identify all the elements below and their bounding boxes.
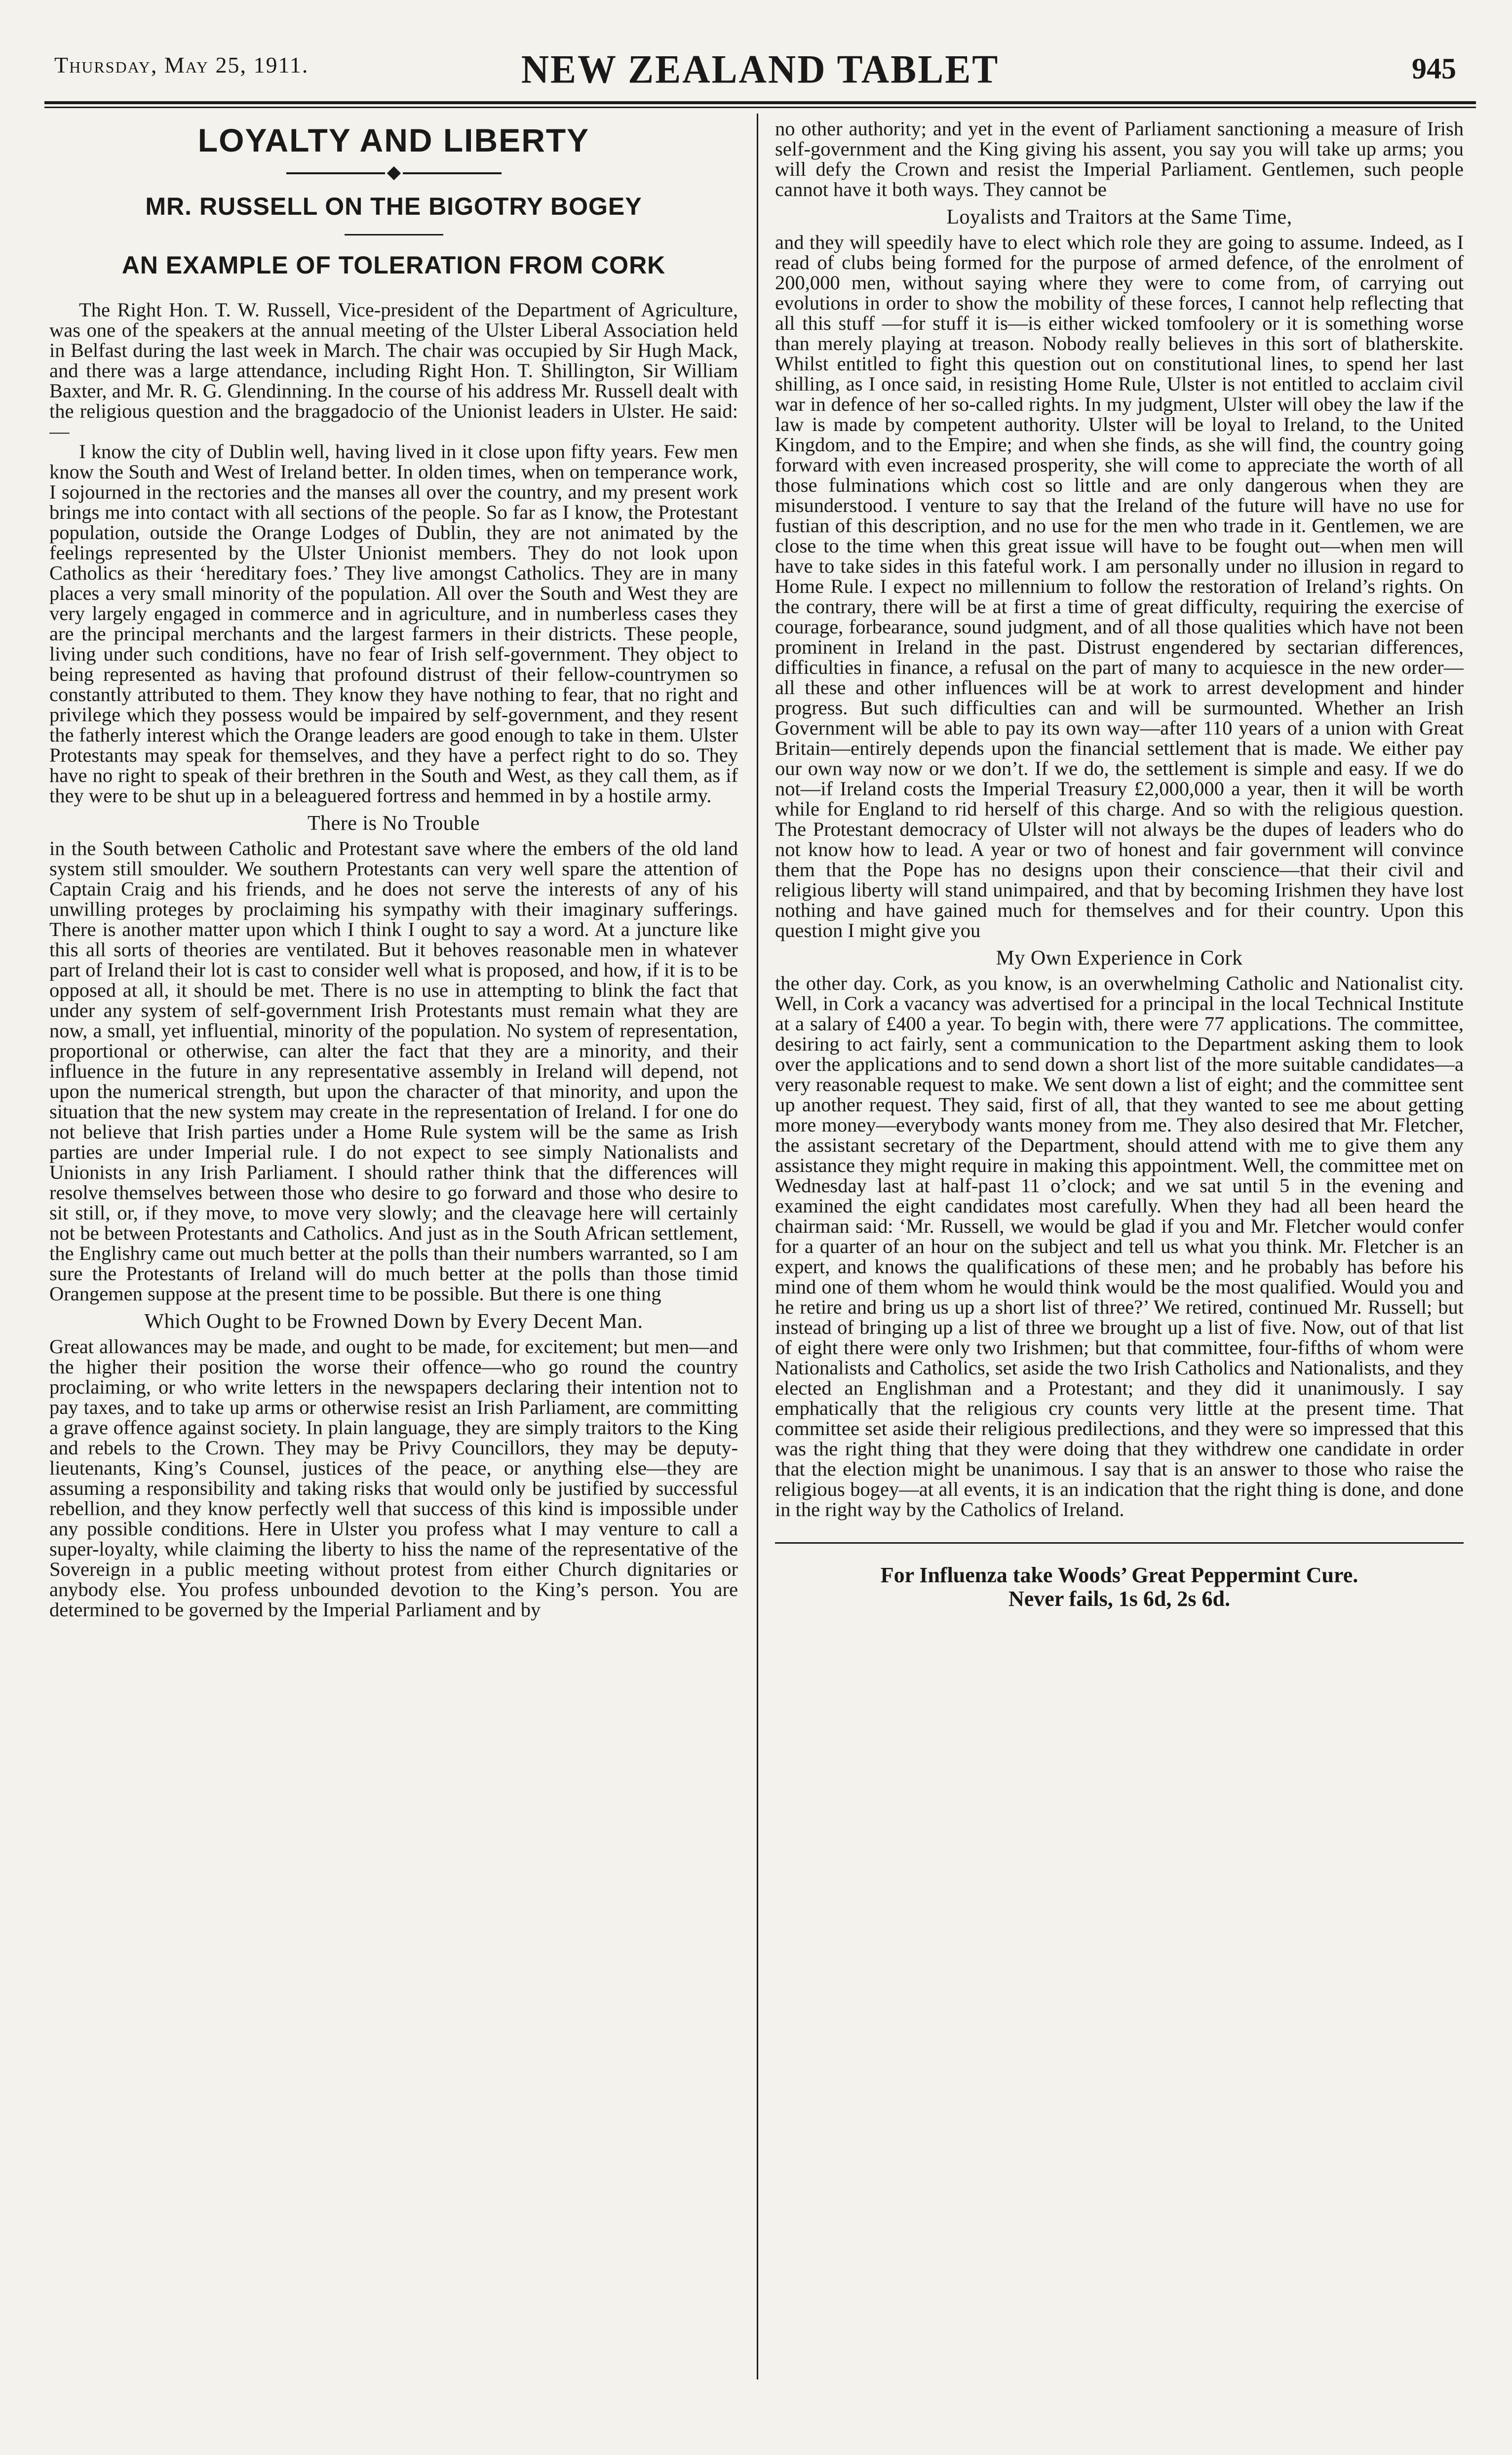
column-divider — [757, 114, 758, 2379]
subhead-loyalists-traitors: Loyalists and Traitors at the Same Time, — [946, 206, 1292, 229]
paragraph-no-other-authority: no other authority; and yet in the event of Parliament sanctioning a measure of Irish self-government and the King giving his assent, you say you will take up arms; you will defy the Crown and resist the Imperial Parliament. Gentlemen, such people cannot have it both ways. They cannot be — [775, 118, 1464, 200]
paragraph-cork-experience: the other day. Cork, as you know, is an overwhelming Catholic and Nationalist city. Well, in Cork a vacancy was advertised for a principal in the local Technical Institute at a salary of £400 a year. To begin with, there were 77 applications. The committee, desiring to act fairly, sent a communication to the Department asking them to look over the applications and to send down a short list of the more suitable candidates—a very reasonable request to make. We sent down a list of eight; and the committee sent up another request. They said, first of all, that they wanted to see me about getting more money—everybody wants money from me. They also desired that Mr. Fletcher, the assistant secretary of the Department, should attend with me to give them any assistance they might require in making this appointment. Well, the committee met on Wednesday last at half-past 11 o’clock; and we sat until 5 in the evening and examined the eight candidates most carefully. When they had all been heard the chairman said: ‘Mr. Russell, we would be glad if you and Mr. Fletcher would confer for a quarter of an hour on the subject and tell us what you think. Mr. Fletcher is an expert, and knows the qualifications of these men; and he probably has before his mind one of them whom he would think would be the most qualified. Would you and he retire and bring us up a short list of three?’ We retired, continued Mr. Russell; but instead of bringing up a list of three we brought up a list of five. Now, out of that list of eight there were only two Irishmen; but that committee, four-fifths of whom were Nationalists and Catholics, set aside the two Irish Catholics and Nationalists, and they elected an Englishman and a Protestant; and they did it unanimously. I say emphatically that the religious cry counts very little at the present time. That committee set aside their religious predilections, and they were so impressed that this was the right thing that they were doing that they withdrew one candidate in order that the election might be unanimous. I say that is an answer to those who raise the religious bogey—at all events, it is an indication that the right thing is done, and done in the right way by the Catholics of Ireland. — [775, 972, 1464, 1520]
right-column — [775, 118, 1464, 2370]
article-subheadline: MR. RUSSELL ON THE BIGOTRY BOGEY — [145, 193, 642, 220]
masthead-rule-thin — [44, 107, 1476, 108]
left-column — [49, 118, 738, 2370]
masthead-rule-thick — [44, 101, 1476, 104]
article-headline: LOYALTY AND LIBERTY — [197, 122, 590, 158]
masthead — [44, 47, 1476, 101]
subhead-cork-experience: My Own Experience in Cork — [996, 947, 1243, 970]
advertisement-line-1: For Influenza take Woods’ Great Peppermint Cure. — [880, 1563, 1358, 1587]
paragraph-loyalists-traitors: and they will speedily have to elect which role they are going to assume. Indeed, as I read of clubs being formed for the purpose of armed defence, of the enrolment of 200,000 men, without saying where they were to come from, of carrying out evolutions in order to show the mobility of these forces, I cannot help reflecting that all this stuff —for stuff it is—is either wicked tomfoolery or it is something worse than merely playing at treason. Nobody really believes in this sort of blatherskite. Whilst entitled to fight this question out on constitutional lines, to spend her last shilling, as I once said, in resisting Home Rule, Ulster is not entitled to acclaim civil war in defence of her so-called rights. In my judgment, Ulster will obey the law if the law is made by competent authority. Ulster will be loyal to Ireland, to the United Kingdom, and to the Empire; and when she finds, as she will find, the country going forward with even increased prosperity, she will come to appreciate the worth of all those fulminations which cost so little and are only dangerous when they are misunderstood. I venture to say that the Ireland of the future will have no use for fustian of this description, and no use for the men who trade in it. Gentlemen, we are close to the time when this great issue will have to be fought out—when men will have to take sides in this fateful work. I am personally under no illusion in regard to Home Rule. I expect no millennium to follow the restoration of Ireland’s rights. On the contrary, there will be at first a time of great difficulty, requiring the exercise of courage, forbearance, sound judgment, and of all those qualities which have not been prominent in Ireland in the past. Distrust engendered by sectarian differences, difficulties in finance, a refusal on the part of many to acquiesce in the new order—all these and other influences will be at work to arrest development and hinder progress. But such difficulties can and will be surmounted. Whether an Irish Government will be able to pay its own way—after 110 years of a union with Great Britain—entirely depends upon the financial settlement that is made. We either pay our own way now or we don’t. If we do, the settlement is simple and easy. If we do not—if Ireland costs the Imperial Treasury £2,000,000 a year, then it will be worth while for England to rid herself of this charge. And so with the religious question. The Protestant democracy of Ulster will not always be the dupes of leaders who do not know how to lead. A year or two of honest and fair government will convince them that the Pope has no designs upon their conscience—that their civil and religious liberty will stand unimpaired, and that by becoming Irishmen they have lost nothing and have gained much for themselves and for their country. Upon this question I might give you — [775, 231, 1464, 941]
newspaper-title: NEW ZEALAND TABLET — [521, 46, 1000, 92]
paragraph-no-trouble: in the South between Catholic and Protestant save where the embers of the old land system still smoulder. We southern Protestants can very well spare the attention of Captain Craig and his friends, and he does not serve the interests of any of his unwilling proteges by proclaiming his sympathy with their imaginary sufferings. There is another matter upon which I think I ought to say a word. At a juncture like this all sorts of theories are ventilated. But it behoves reasonable men in whatever part of Ireland their lot is cast to consider well what is proposed, and how, if it is to be opposed at all, it should be met. There is no use in attempting to blink the fact that under any system of self-government Irish Protestants must remain what they are now, a small, yet influential, minority of the population. No system of representation, proportional or otherwise, can alter the fact that they are a minority, and their influence in the future in any representative assembly in Ireland will depend, not upon the numerical strength, but upon the character of that minority, and upon the situation that the new system may create in the representation of Ireland. I for one do not believe that Irish parties under a Home Rule system will be the same as Irish parties are under Imperial rule. I do not expect to see simply Nationalists and Unionists in any Irish Parliament. I should rather think that the differences will resolve themselves between those who desire to go forward and those who desire to sit still, or, if they move, to move very slowly; and the cleavage here will certainly not be between Protestants and Catholics. And just as in the South African settlement, the Englishry came out much better at the polls than their numbers warranted, so I am sure the Protestants of Ireland will do much better at the polls than those timid Orangemen suppose at the present time to be possible. But there is one thing — [49, 837, 738, 1305]
page-number: 945 — [1412, 52, 1456, 85]
subhead-no-trouble: There is No Trouble — [308, 812, 480, 835]
subhead-frowned-down: Which Ought to be Frowned Down by Every Decent Man. — [144, 1310, 643, 1333]
headline-ornament — [49, 166, 738, 181]
paragraph-dublin: I know the city of Dublin well, having lived in it close upon fifty years. Few men know the South and West of Ireland better. In olden times, when on temperance work, I sojourned in the rectories and the manses all over the country, and my present work brings me into contact with all sections of the people. So far as I know, the Protestant population, outside the Orange Lodges of Dublin, they are not animated by the feelings represented by the Ulster Unionist members. They do not look upon Catholics as their ‘hereditary foes.’ They live amongst Catholics. They are in many places a very small minority of the population. All over the South and West they are very largely engaged in commerce and in agriculture, and in numberless cases they are the principal merchants and the largest farmers in their districts. These people, living under such conditions, have no fear of Irish self-government. They object to being represented as having that profound distrust of their fellow-countrymen so constantly attributed to them. They know they have nothing to fear, that no right and privilege which they possess would be impaired by self-government, and they resent the fatherly interest which the Orange leaders are good enough to take in them. Ulster Protestants may speak for themselves, and they have a perfect right to do so. They have no right to speak of their brethren in the South and West, as they call them, as if they were to be shut up in a beleaguered fortress and hemmed in by a hostile army. — [49, 440, 738, 807]
issue-date: Thursday, May 25, 1911. — [54, 52, 309, 78]
subheadline-rule — [345, 234, 443, 235]
advertisement-rule — [775, 1542, 1464, 1544]
advertisement-line-2: Never fails, 1s 6d, 2s 6d. — [1008, 1587, 1230, 1611]
paragraph-intro: The Right Hon. T. W. Russell, Vice-president of the Department of Agriculture, was one of the speakers at the annual meeting of the Ulster Liberal Association held in Belfast during the last week in March. The chair was occupied by Sir Hugh Mack, and there was a large attendance, including Right Hon. T. Shillington, Sir William Baxter, and Mr. R. G. Glendinning. In the course of his address Mr. Russell dealt with the religious question and the braggadocio of the Unionist leaders in Ulster. He said:— — [49, 299, 738, 442]
article-subheadline-2: AN EXAMPLE OF TOLERATION FROM CORK — [121, 251, 666, 279]
paragraph-frowned-down: Great allowances may be made, and ought to be made, for excitement; but men—and the higher their position the worse their offence—who go round the country proclaiming, or who write letters in the newspapers declaring their intention not to pay taxes, and to take up arms or otherwise resist an Irish Parliament, are committing a grave offence against society. In plain language, they are simply traitors to the King and rebels to the Crown. They may be Privy Councillors, they may be deputy-lieutenants, King’s Counsel, justices of the peace, or anything else—they are assuming a responsibility and taking risks that would only be justified by successful rebellion, and they know perfectly well that success of this kind is impossible under any possible conditions. Here in Ulster you profess what I may venture to call a super-loyalty, while claiming the liberty to hiss the name of the representative of the Sovereign in a public meeting without protest from either Church dignitaries or anybody else. You profess unbounded devotion to the King’s person. You are determined to be governed by the Imperial Parliament and by — [49, 1335, 738, 1621]
advertisement — [775, 1563, 1464, 1611]
